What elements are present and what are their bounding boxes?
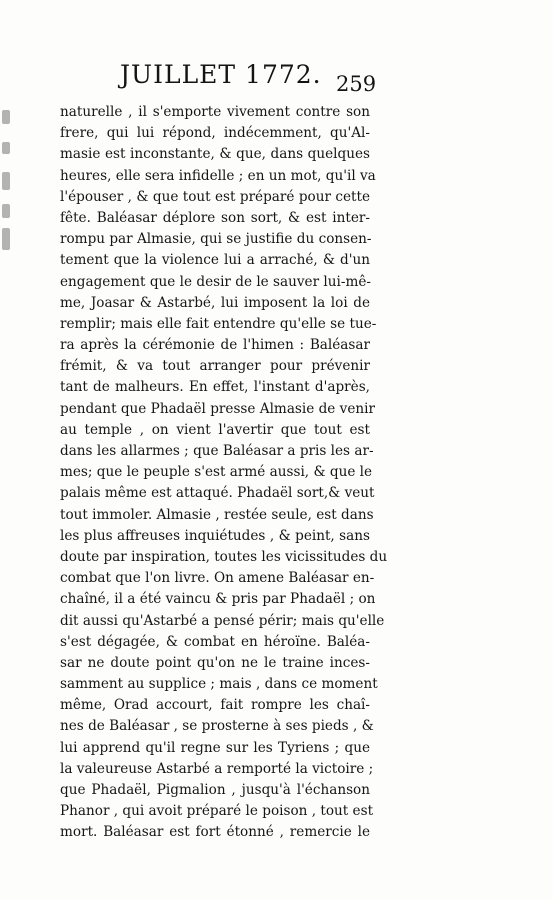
text-line: doute par inspiration, toutes les vicissitudes du — [60, 548, 388, 565]
body-text — [60, 102, 388, 844]
text-line: ra après la cérémonie de l'himen : Baléasar — [60, 337, 370, 354]
text-line: mes; que le peuple s'est armé aussi, & que le — [60, 464, 373, 481]
text-line: remplir; mais elle fait entendre qu'elle se tue- — [60, 315, 377, 332]
text-line: heures, elle sera infidelle ; en un mot, qu'il va — [60, 167, 376, 184]
text-line: tant de malheurs. En effet, l'instant d'après, — [60, 379, 370, 396]
page-number: 259 — [336, 72, 377, 96]
text-line: pendant que Phadaël presse Almasie de venir — [60, 400, 375, 417]
text-line: lui apprend qu'il regne sur les Tyriens ; que — [60, 739, 370, 756]
text-line: naturelle , il s'emporte vivement contre son — [60, 104, 370, 120]
text-line: masie est inconstante, & que, dans quelques — [60, 146, 370, 163]
text-line: même, Orad accourt, fait rompre les chaî- — [60, 697, 370, 714]
text-line: tout immoler. Almasie , restée seule, est dans — [60, 506, 374, 523]
text-line: s'est dégagée, & combat en héroïne. Baléa- — [60, 633, 370, 650]
running-title: JUILLET 1772. — [120, 60, 322, 89]
text-line: Phanor , qui avoit préparé le poison , tout est — [60, 803, 374, 820]
text-line: nes de Baléasar , se prosterne à ses pieds , & — [60, 718, 374, 735]
text-line: tement que la violence lui a arraché, & d'un — [60, 252, 370, 269]
text-line: sar ne doute point qu'on ne le traine inces- — [60, 654, 370, 671]
text-line: frere, qui lui répond, indécemment, qu'Al- — [60, 125, 370, 142]
text-line: combat que l'on livre. On amene Baléasar en- — [60, 570, 375, 587]
text-line: l'épouser , & que tout est préparé pour cette — [60, 188, 370, 205]
text-line: frémit, & va tout arranger pour prévenir — [60, 358, 370, 375]
text-line: dans les allarmes ; que Baléasar a pris les ar- — [60, 443, 374, 459]
text-line: samment au supplice ; mais , dans ce moment — [60, 676, 378, 693]
text-line: au temple , on vient l'avertir que tout est — [60, 421, 370, 438]
text-line: que Phadaël, Pigmalion , jusqu'à l'échanson — [60, 782, 370, 798]
text-line: dit aussi qu'Astarbé a pensé périr; mais qu'elle — [60, 612, 385, 629]
text-line: fête. Baléasar déplore son sort, & est inter- — [60, 209, 370, 226]
text-line: les plus affreuses inquiétudes , & peint, sans — [60, 527, 370, 544]
text-line: chaîné, il a été vaincu & pris par Phadaël ; on — [60, 591, 376, 608]
text-line: rompu par Almasie, qui se justifie du consen- — [60, 231, 372, 248]
text-line: engagement que le desir de le sauver lui-mê- — [60, 273, 371, 290]
text-line: palais même est attaqué. Phadaël sort,& veut — [60, 485, 375, 502]
facing-page-bleed — [0, 100, 16, 260]
text-line: mort. Baléasar est fort étonné , remercie le — [60, 824, 370, 841]
text-line: me, Joasar & Astarbé, lui imposent la loi de — [60, 294, 370, 311]
text-line: la valeureuse Astarbé a remporté la victoire ; — [60, 760, 374, 777]
